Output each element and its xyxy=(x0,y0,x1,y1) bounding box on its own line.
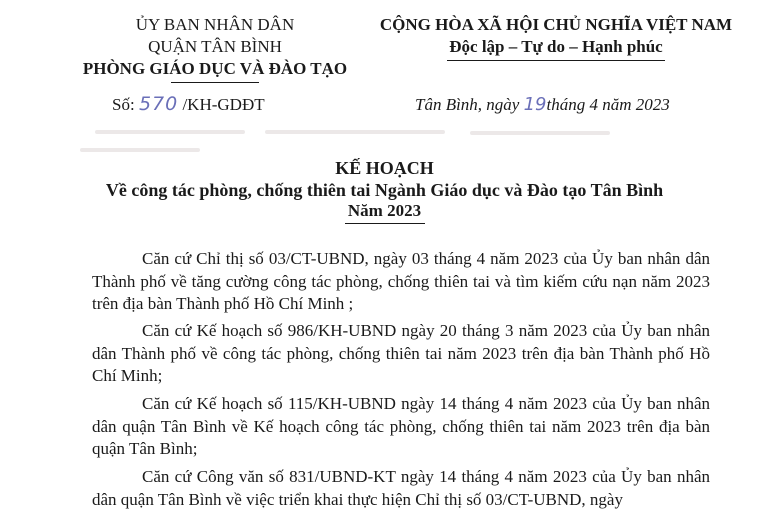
date-prefix: Tân Bình, ngày xyxy=(415,95,524,114)
document-number xyxy=(112,93,265,115)
date-suffix: tháng 4 năm 2023 xyxy=(546,95,670,114)
legal-basis-paragraph: Căn cứ Chỉ thị số 03/CT-UBND, ngày 03 tháng 4 năm 2023 của Ủy ban nhân dân Thành phố về tăng cường công tác phòng, chống thiên tai và tìm kiếm cứu nạn năm 2023 trên địa bàn Thành phố Hồ Chí Minh ; xyxy=(92,249,710,313)
legal-basis-paragraph: Căn cứ Kế hoạch số 986/KH-UBND ngày 20 tháng 3 năm 2023 của Ủy ban nhân dân Thành phố về công tác phòng, chống thiên tai năm 2023 trên địa bàn Thành phố Hồ Chí Minh; xyxy=(92,321,710,385)
doc-number-handwritten: 570 xyxy=(138,93,179,115)
issue-date xyxy=(415,94,670,115)
document-title-block xyxy=(0,158,769,224)
issuing-agency-header xyxy=(70,14,360,83)
national-title: CỘNG HÒA XÃ HỘI CHỦ NGHĨA VIỆT NAM xyxy=(379,15,733,34)
agency-line-3: PHÒNG GIÁO DỤC VÀ ĐÀO TẠO xyxy=(82,59,348,78)
document-subtitle: Về công tác phòng, chống thiên tai Ngành Giáo dục và Đào tạo Tân Bình xyxy=(105,180,664,200)
title-underline xyxy=(345,223,425,224)
national-motto: Độc lập – Tự do – Hạnh phúc xyxy=(449,37,663,56)
national-motto-header xyxy=(370,14,742,61)
doc-number-prefix: Số: xyxy=(112,95,139,114)
date-day-handwritten: 19 xyxy=(523,94,547,115)
bleed-through-mark xyxy=(265,130,445,134)
document-title: KẾ HOẠCH xyxy=(335,158,434,178)
agency-line-1: ỦY BAN NHÂN DÂN xyxy=(135,15,295,34)
legal-basis-paragraph: Căn cứ Kế hoạch số 115/KH-UBND ngày 14 tháng 4 năm 2023 của Ủy ban nhân dân quận Tân Bình về Kế hoạch công tác phòng, chống thiên tai năm 2023 trên địa bàn quận Tân Bình; xyxy=(92,394,710,458)
legal-basis-paragraph: Căn cứ Công văn số 831/UBND-KT ngày 14 tháng 4 năm 2023 của Ủy ban nhân dân quận Tân Bình về việc triển khai thực hiện Chỉ thị số 03/CT-UBND, ngày xyxy=(92,467,710,509)
agency-underline xyxy=(171,82,259,83)
bleed-through-mark xyxy=(80,148,200,152)
bleed-through-mark xyxy=(95,130,245,134)
agency-line-2: QUẬN TÂN BÌNH xyxy=(148,37,282,56)
motto-underline xyxy=(447,60,665,61)
bleed-through-mark xyxy=(470,131,610,135)
document-year: Năm 2023 xyxy=(347,201,422,220)
doc-number-suffix: /KH-GDĐT xyxy=(178,95,265,114)
